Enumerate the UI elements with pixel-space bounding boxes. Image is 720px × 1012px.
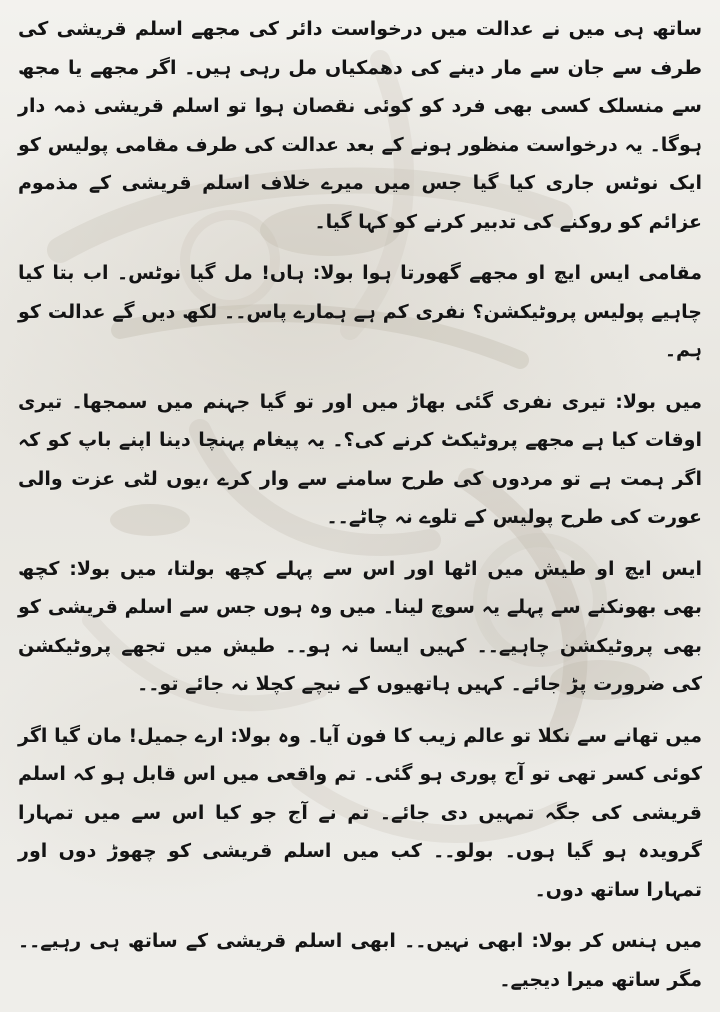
article-body — [18, 10, 702, 1012]
paragraph-6: میں ہنس کر بولا: ابھی نہیں۔۔ ابھی اسلم قریشی کے ساتھ ہی رہیے۔۔ مگر ساتھ میرا دیجیے۔ — [18, 930, 702, 991]
paragraph-1: ساتھ ہی میں نے عدالت میں درخواست دائر کی مجھے اسلم قریشی کی طرف سے جان سے مار دینے کی دھمکیاں مل رہی ہیں۔ اگر مجھے یا مجھ سے منسلک کسی بھی فرد کو کوئی نقصان ہوا تو اسلم قریشی ذمہ دار ہوگا۔ یہ درخواست منظور ہونے کے بعد عدالت کی طرف مقامی پولیس کو ایک نوٹس جاری کیا گیا جس میں میرے خلاف اسلم قریشی کے مذموم عزائم کو روکنے کی تدبیر کرنے کو کہا گیا۔ — [18, 18, 702, 233]
paragraph-2: مقامی ایس ایچ او مجھے گھورتا ہوا بولا: ہاں! مل گیا نوٹس۔ اب بتا کیا چاہیے پولیس پروٹیکشن؟ نفری کم ہے ہمارے پاس۔۔ لکھ دیں گے عدالت کو ہم۔ — [18, 262, 702, 361]
paragraph-4: ایس ایچ او طیش میں اٹھا اور اس سے پہلے کچھ بولتا، میں بولا: کچھ بھی بھونکنے سے پہلے یہ سوچ لینا۔ میں وہ ہوں جس سے اسلم قریشی کو بھی پروٹیکشن چاہیے۔۔ کہیں ایسا نہ ہو۔۔ طیش میں تجھے پروٹیکشن کی ضرورت پڑ جائے۔ کہیں ہاتھیوں کے نیچے کچلا نہ جائے تو۔۔ — [18, 557, 702, 695]
paragraph-3: میں بولا: تیری نفری گئی بھاڑ میں اور تو گیا جہنم میں سمجھا۔ تیری اوقات کیا ہے مجھے پروٹیکٹ کرنے کی؟۔ یہ پیغام پہنچا دینا اپنے باپ کو کہ اگر ہمت ہے تو مردوں کی طرح سامنے سے وار کرے ،یوں لٹی عزت والی عورت کی طرح پولیس کے تلوے نہ چاٹے۔۔ — [18, 390, 702, 528]
paragraph-5: میں تھانے سے نکلا تو عالم زیب کا فون آیا۔ وہ بولا: ارے جمیل! مان گیا اگر کوئی کسر تھی تو آج پوری ہو گئی۔ تم واقعی میں اس قابل ہو کہ اسلم قریشی کی جگہ تمہیں دی جائے۔ تم نے آج جو کیا اس سے میں تمہارا گرویدہ ہو گیا ہوں۔ بولو۔۔ کب میں اسلم قریشی کو چھوڑ دوں اور تمہارا ساتھ دوں۔ — [18, 724, 702, 901]
